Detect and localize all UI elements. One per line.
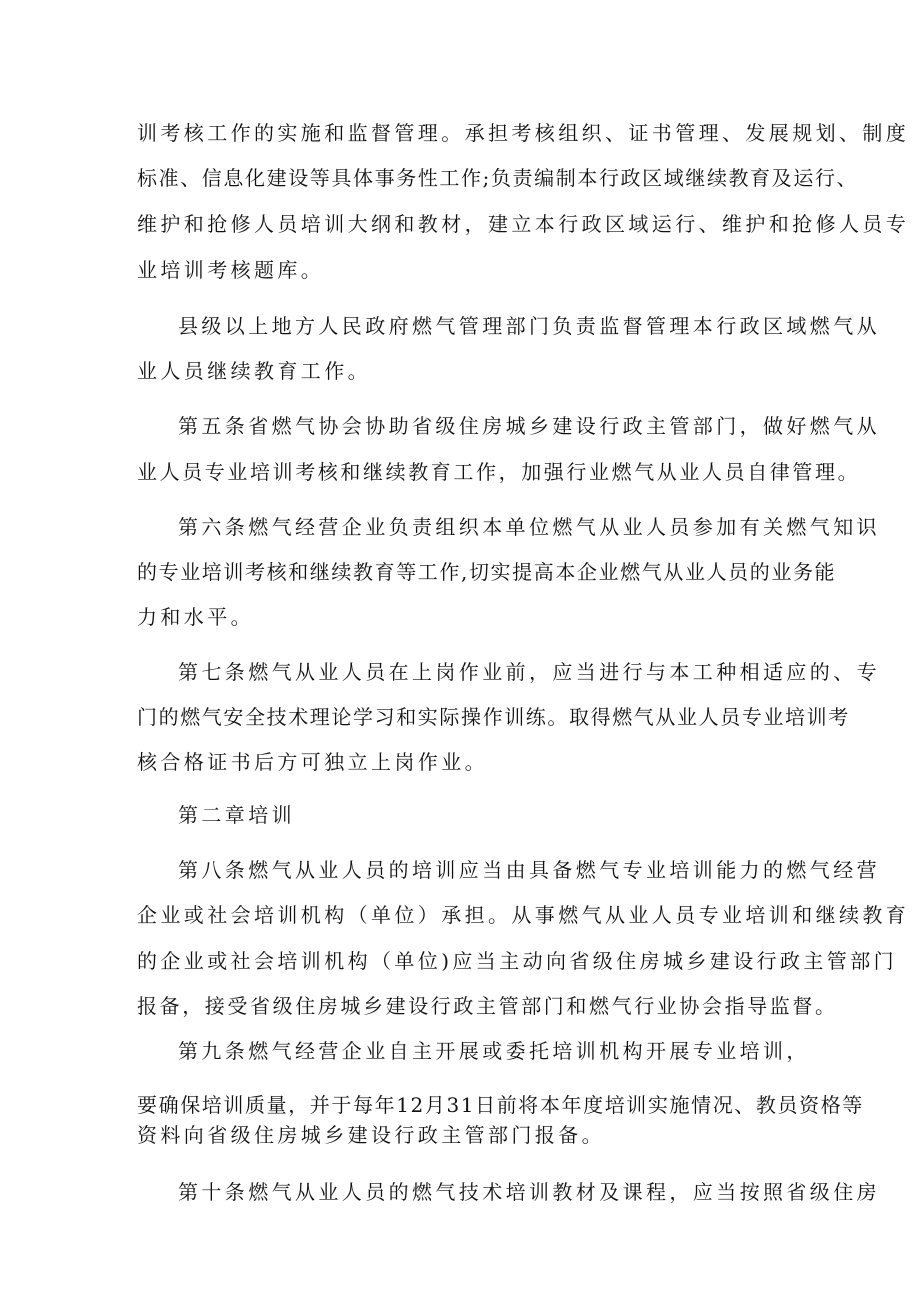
paragraph-line: 第八条燃气从业人员的培训应当由具备燃气专业培训能力的燃气经营 (178, 858, 880, 882)
paragraph-line: 门的燃气安全技术理论学习和实际操作训练。取得燃气从业人员专业培训考 (137, 705, 850, 729)
paragraph-line: 第六条燃气经营企业负责组织本单位燃气从业人员参加有关燃气知识 (178, 515, 880, 539)
paragraph-line: 核合格证书后方可独立上岗作业。 (137, 750, 488, 774)
paragraph-line: 的企业或社会培训机构（单位)应当主动向省级住房城乡建设行政主管部门 (137, 949, 898, 973)
paragraph-line: 第九条燃气经营企业自主开展或委托培训机构开展专业培训， (178, 1039, 810, 1063)
paragraph-line: 第十条燃气从业人员的燃气技术培训教材及课程，应当按照省级住房 (178, 1180, 880, 1204)
paragraph-line: 业培训考核题库。 (137, 258, 325, 282)
paragraph-line: 训考核工作的实施和监督管理。承担考核组织、证书管理、发展规划、制度 (137, 121, 910, 145)
paragraph-line: 报备，接受省级住房城乡建设行政主管部门和燃气行业协会指导监督。 (137, 994, 838, 1018)
paragraph-line: 的专业培训考核和继续教育等工作,切实提高本企业燃气从业人员的业务能 (137, 560, 837, 584)
paragraph-line: 企业或社会培训机构（单位）承担。从事燃气从业人员专业培训和继续教育 (137, 903, 910, 927)
paragraph-line: 要确保培训质量，并于每年12月31日前将本年度培训实施情况、教员资格等 (137, 1093, 864, 1117)
paragraph-line: 第五条省燃气协会协助省级住房城乡建设行政主管部门，做好燃气从 (178, 414, 880, 438)
paragraph-line: 力和水平。 (137, 605, 254, 629)
paragraph-line: 资料向省级住房城乡建设行政主管部门报备。 (137, 1123, 605, 1147)
paragraph-line: 业人员继续教育工作。 (137, 359, 371, 383)
paragraph-line: 业人员专业培训考核和继续教育工作，加强行业燃气从业人员自律管理。 (137, 460, 861, 484)
paragraph-line: 县级以上地方人民政府燃气管理部门负责监督管理本行政区域燃气从 (178, 314, 880, 338)
paragraph-line: 第七条燃气从业人员在上岗作业前，应当进行与本工种相适应的、专 (178, 660, 880, 684)
paragraph-line: 标准、信息化建设等具体事务性工作;负责编制本行政区域继续教育及运行、 (137, 166, 859, 190)
paragraph-line: 维护和抢修人员培训大纲和教材，建立本行政区域运行、维护和抢修人员专 (137, 212, 910, 236)
chapter-heading: 第二章培训 (178, 803, 295, 827)
